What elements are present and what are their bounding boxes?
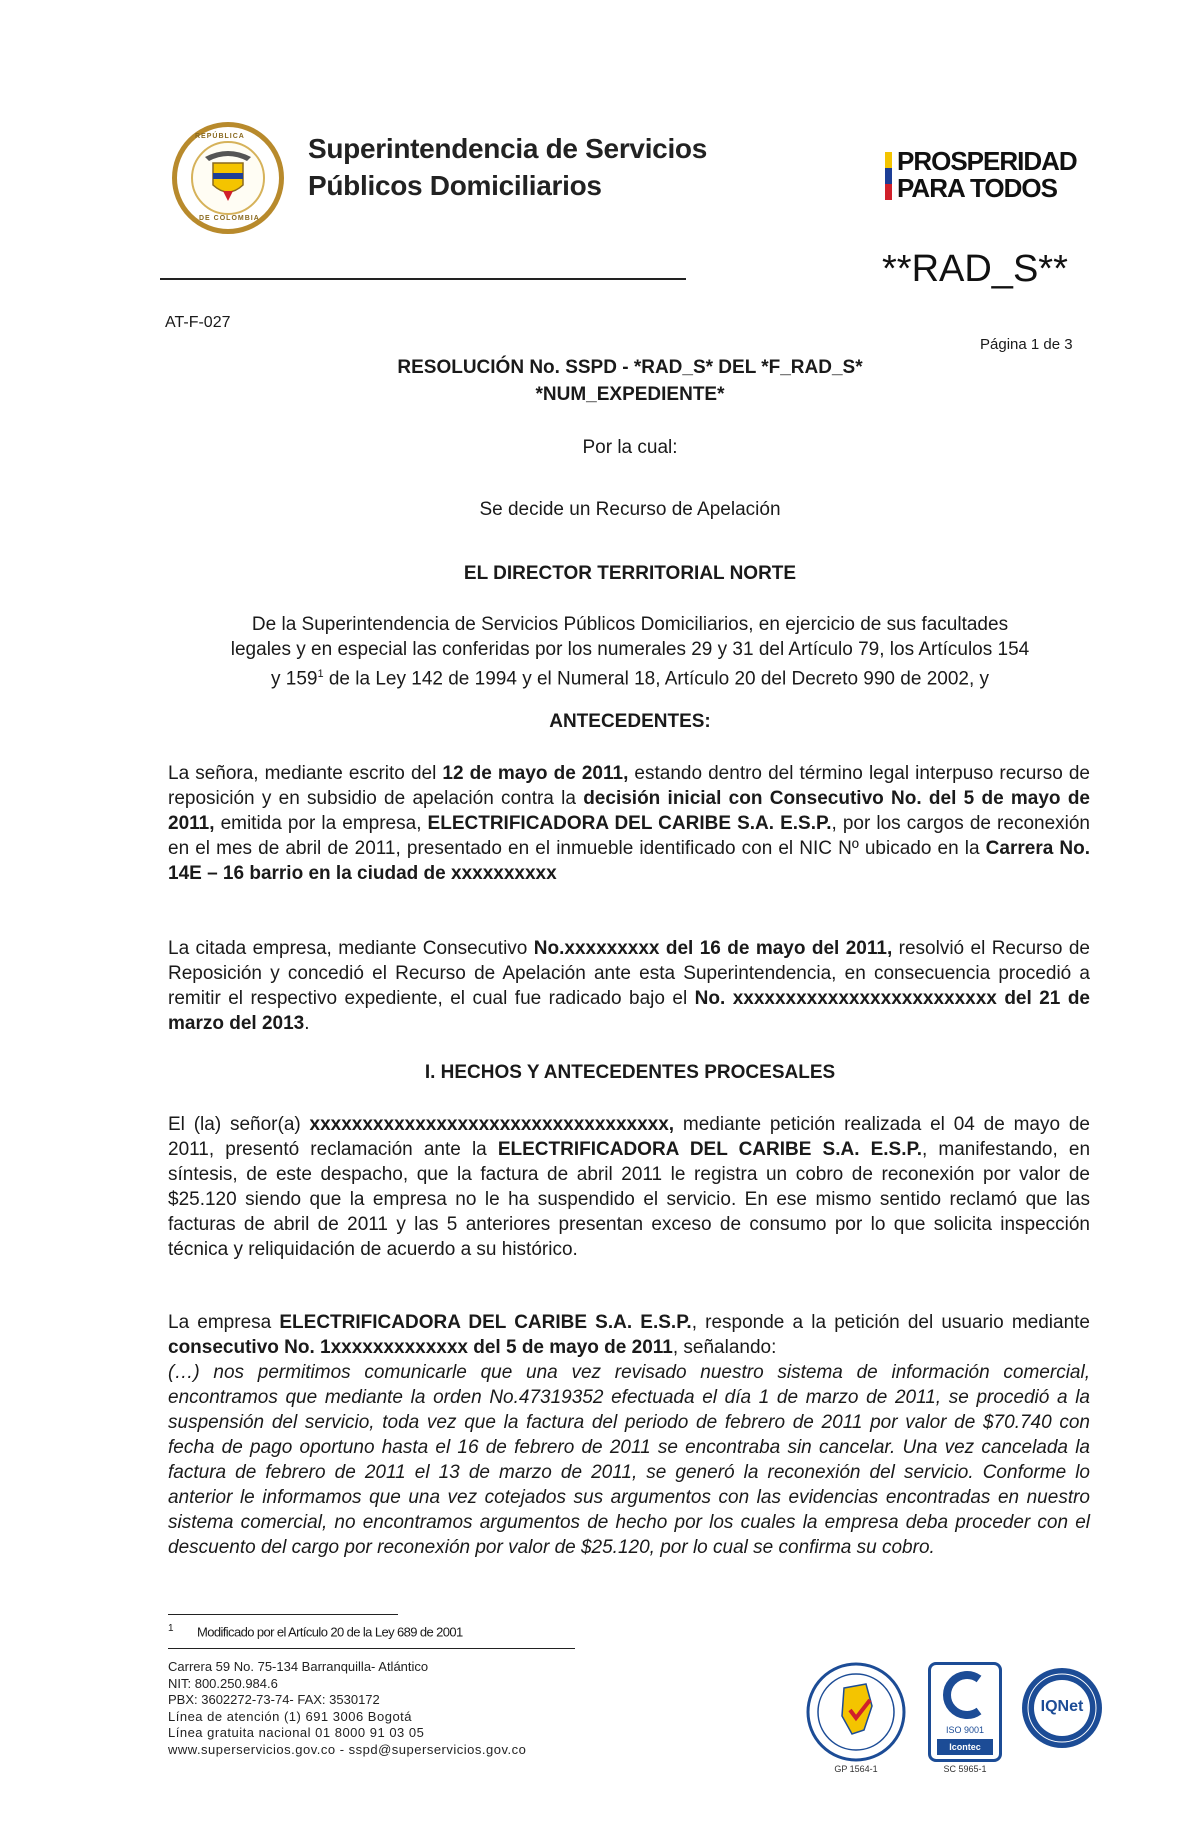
footnote-text: Modificado por el Artículo 20 de la Ley 689 de 2001 [196, 1624, 463, 1640]
iso-label: SC 5965-1 [943, 1764, 987, 1774]
paragraph-hechos-1: El (la) señor(a) xxxxxxxxxxxxxxxxxxxxxxxxxxxxxxxxxx, mediante petición realizada el 04 de mayo de 2011, presentó reclamación ante la ELECTRIFICADORA DEL CARIBE S.A. E.S.P., manifestando, en síntesis, de este despacho, que la factura de abril 2011 le registra un cobro de reconexión por valor de $25.120 siendo que la empresa no le ha suspendido el servicio. En ese mismo sentido reclamó que las facturas de abril de 2011 y las 5 anteriores presentan exceso de consumo por lo que solicita inspección técnica y reliquidación de acuerdo a su histórico. [168, 1114, 1091, 1260]
footer-nit: NIT: 800.250.984.6 [168, 1675, 278, 1691]
resolution-expediente: *NUM_EXPEDIENTE* [535, 384, 725, 405]
footer-web[interactable]: www.superservicios.gov.co - sspd@superservicios.gov.co [168, 1741, 527, 1757]
icontec-brand: Icontec [937, 1739, 993, 1755]
header-divider [160, 278, 686, 280]
footnote-ref: 1 [317, 668, 324, 680]
paragraph-antecedentes-2: La citada empresa, mediante Consecutivo No.xxxxxxxxx del 16 de mayo del 2011, resolvió el Recurso de Reposición y concedió el Recurso de Apelación ante esta Superintendencia, en consecuencia procedió a remitir el respectivo expediente, el cual fue radicado bajo el No. xxxxxxxxxxxxxxxxxxxxxxxxx del 21 de marzo del 2013. [168, 938, 1090, 1034]
footnote [168, 1623, 463, 1639]
campaign-line1: PROSPERIDAD [897, 146, 1077, 176]
campaign-line2: PARA TODOS [897, 173, 1057, 203]
preamble-line1: De la Superintendencia de Servicios Públicos Domiciliarios, en ejercicio de sus facultades [251, 614, 1009, 635]
colombia-seal-logo [172, 122, 284, 234]
iso-mark: ISO 9001 [945, 1725, 985, 1735]
footer-address: Carrera 59 No. 75-134 Barranquilla- Atlántico [168, 1659, 429, 1674]
seal-text-top: REPÚBLICA [195, 133, 245, 140]
gp-label: GP 1564-1 [834, 1764, 878, 1774]
por-la-cual: Por la cual: [582, 437, 678, 458]
rad-code: **RAD_S** [882, 248, 1068, 290]
agency-name-line2: Públicos Domiciliarios [308, 170, 602, 201]
seal-text-bottom: DE COLOMBIA [199, 215, 260, 222]
resolution-title: RESOLUCIÓN No. SSPD - *RAD_S* DEL *F_RAD_S* [397, 357, 863, 378]
authority-heading: EL DIRECTOR TERRITORIAL NORTE [463, 563, 797, 584]
agency-name-line1: Superintendencia de Servicios [308, 133, 707, 164]
resolution-subject: Se decide un Recurso de Apelación [479, 499, 781, 520]
antecedentes-heading: ANTECEDENTES: [549, 711, 711, 732]
gp-certification-logo [800, 1660, 912, 1772]
iso-certification-logo [924, 1660, 1006, 1772]
footer-line-atencion: Línea de atención (1) 691 3006 Bogotá [168, 1708, 413, 1724]
preamble [160, 612, 1100, 691]
footer-line-gratuita: Línea gratuita nacional 01 8000 91 03 05 [168, 1725, 425, 1740]
paragraph-antecedentes-1: La señora, mediante escrito del 12 de mayo de 2011, estando dentro del término legal interpuso recurso de reposición y en subsidio de apelación contra la decisión inicial con Consecutivo No. del 5 de mayo de 2011, emitida por la empresa, ELECTRIFICADORA DEL CARIBE S.A. E.S.P., por los cargos de reconexión en el mes de abril de 2011, presentado en el inmueble identificado con el NIC Nº ubicado en la Carrera No. 14E – 16 barrio en la ciudad de xxxxxxxxxx [168, 763, 1090, 884]
form-code: AT-F-027 [165, 314, 231, 331]
footer-contact [168, 1659, 526, 1758]
page-number: Página 1 de 3 [980, 336, 1073, 353]
preamble-line2: legales y en especial las conferidas por los numerales 29 y 31 del Artículo 79, los Artículos 154 [230, 639, 1030, 660]
coat-of-arms-icon [177, 127, 279, 229]
iqnet-brand: IQNet [1040, 1698, 1084, 1715]
paragraph-hechos-2: La empresa ELECTRIFICADORA DEL CARIBE S.A. E.S.P., responde a la petición del usuario mediante consecutivo No. 1xxxxxxxxxxxxx del 5 de mayo de 2011, señalando: (…) nos permitimos comunicarle que una vez revisado nuestro sistema de información comercial, encontramos que mediante la orden No.47319352 efectuada el día 1 de marzo de 2011, se procedió a la suspensión del servicio, toda vez que la factura del periodo de febrero de 2011 por valor de $70.740 con fecha de pago oportuno hasta el 16 de febrero de 2011 se encontraba sin cancelar. Una vez cancelada la factura de febrero de 2011 el 13 de marzo de 2011, se generó la reconexión del servicio. Conforme lo anterior le informamos que una vez cotejados sus argumentos con las evidencias encontradas en nuestro sistema comercial, no encontramos argumentos de hecho por los cuales la empresa deba proceder con el descuento del cargo por reconexión por valor de $25.120, por lo cual se confirma su cobro. [168, 1312, 1090, 1558]
gp-seal-icon [800, 1660, 912, 1772]
footer-phone: PBX: 3602272-73-74- FAX: 3530172 [168, 1692, 380, 1707]
hechos-heading: I. HECHOS Y ANTECEDENTES PROCESALES [424, 1062, 836, 1083]
agency-name [308, 130, 707, 204]
flag-stripe-icon [885, 152, 892, 200]
footnote-divider [168, 1614, 398, 1615]
iqnet-certification-logo [1014, 1660, 1110, 1772]
icontec-icon [931, 1667, 999, 1723]
company-quote: (…) nos permitimos comunicarle que una vez revisado nuestro sistema de información comercial, encontramos que mediante la orden No.47319352 efectuada el día 1 de marzo de 2011, se procedió a la suspensión del servicio, toda vez que la factura del periodo de febrero de 2011 por valor de $70.740 con fecha de pago oportuno hasta el 16 de febrero de 2011 se encontraba sin cancelar. Una vez cancelada la factura de febrero de 2011 el 13 de marzo de 2011, se generó la reconexión del servicio. Conforme lo anterior le informamos que una vez cotejados sus argumentos con las evidencias encontradas en nuestro sistema comercial, no encontramos argumentos de hecho por los cuales la empresa deba proceder con el descuento del cargo por reconexión por valor de $25.120, por lo cual se confirma su cobro. [168, 1362, 1090, 1558]
footnote-number: 1 [168, 1623, 173, 1634]
footer-divider [168, 1648, 575, 1649]
preamble-line3: y $159^1$ de la Ley 142 de 1994 y el Numeral 18, Artículo 20 del Decreto 990 de 2002, y [270, 668, 990, 690]
